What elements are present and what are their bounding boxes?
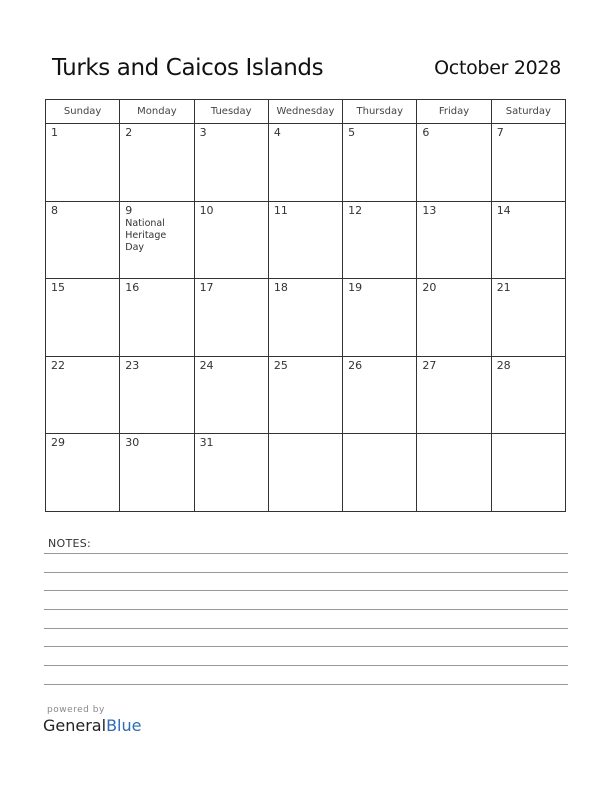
calendar-grid [45, 99, 566, 512]
holiday-label: National Heritage Day [125, 217, 167, 253]
day-number: 1 [51, 126, 58, 139]
day-cell [417, 356, 491, 434]
day-cell [120, 356, 194, 434]
day-cell [268, 124, 342, 202]
day-number: 17 [199, 281, 214, 295]
day-cell [343, 434, 417, 512]
day-number: 22 [51, 358, 65, 372]
day-cell [194, 434, 268, 512]
notes-label: NOTES: [48, 537, 92, 550]
day-number: 31 [199, 436, 214, 450]
day-number: 19 [348, 281, 363, 295]
day-cell [491, 201, 565, 279]
day-cell [417, 124, 491, 202]
week-row [46, 434, 566, 512]
day-number: 11 [273, 203, 288, 217]
day-cell [491, 434, 565, 512]
day-cell [268, 356, 342, 434]
day-number: 23 [125, 358, 140, 372]
day-cell [120, 124, 194, 202]
day-cell [46, 434, 120, 512]
weekday-header: Tuesday [194, 100, 268, 124]
powered-by-text: powered by [47, 705, 105, 715]
day-cell [194, 356, 268, 434]
day-number: 3 [199, 126, 207, 139]
day-cell [46, 279, 120, 357]
day-cell [46, 356, 120, 434]
day-number: 8 [51, 203, 58, 217]
day-cell [46, 201, 120, 279]
day-number: 14 [496, 203, 511, 217]
note-line [44, 572, 568, 573]
weekday-header: Monday [120, 100, 194, 124]
day-cell [491, 124, 565, 202]
day-number: 25 [273, 358, 288, 372]
day-number: 7 [496, 126, 504, 139]
day-cell [343, 279, 417, 357]
day-cell [120, 434, 194, 512]
day-number: 15 [51, 281, 65, 295]
day-number: 9 [125, 203, 133, 217]
day-cell [417, 434, 491, 512]
day-cell [120, 279, 194, 357]
note-line [44, 684, 568, 685]
day-number: 5 [348, 126, 356, 139]
day-number: 27 [422, 358, 437, 372]
day-cell [491, 356, 565, 434]
day-number: 16 [125, 281, 140, 295]
day-number: 28 [496, 358, 511, 372]
day-number: 13 [422, 203, 437, 217]
week-row [46, 356, 566, 434]
country-title: Turks and Caicos Islands [52, 55, 324, 81]
day-cell [268, 201, 342, 279]
note-line [44, 609, 568, 610]
day-cell [343, 124, 417, 202]
note-line [44, 646, 568, 647]
day-cell [194, 124, 268, 202]
day-number [492, 434, 565, 437]
day-number [343, 434, 416, 437]
day-number: 29 [51, 436, 65, 450]
day-number: 2 [125, 126, 133, 139]
day-number: 18 [273, 281, 288, 295]
day-number: 6 [422, 126, 430, 139]
note-line [44, 553, 568, 554]
week-row [46, 279, 566, 357]
day-cell [268, 434, 342, 512]
weekday-header: Saturday [491, 100, 565, 124]
day-cell [417, 279, 491, 357]
day-number [417, 434, 490, 437]
note-line [44, 590, 568, 591]
brand-part-general: General [43, 716, 107, 735]
day-number: 4 [273, 126, 281, 139]
week-row [46, 124, 566, 202]
day-cell [343, 356, 417, 434]
day-number: 20 [422, 281, 437, 295]
day-number: 21 [496, 281, 511, 295]
note-line [44, 628, 568, 629]
day-cell [46, 124, 120, 202]
weekday-header: Friday [417, 100, 491, 124]
day-number: 12 [348, 203, 363, 217]
day-cell [194, 279, 268, 357]
week-row [46, 201, 566, 279]
brand-part-blue: Blue [106, 716, 142, 735]
weekday-header: Sunday [46, 100, 120, 124]
day-cell [343, 201, 417, 279]
generalblue-logo [43, 716, 141, 735]
weekday-header-row [46, 100, 566, 124]
day-cell [120, 201, 194, 279]
day-number: 26 [348, 358, 363, 372]
day-cell [268, 279, 342, 357]
month-year-title: October 2028 [434, 57, 561, 79]
day-number: 24 [199, 358, 214, 372]
day-number [269, 434, 342, 437]
weekday-header: Thursday [343, 100, 417, 124]
day-number: 30 [125, 436, 140, 450]
day-cell [194, 201, 268, 279]
day-number: 10 [199, 203, 214, 217]
day-cell [417, 201, 491, 279]
weekday-header: Wednesday [268, 100, 342, 124]
day-cell [491, 279, 565, 357]
note-line [44, 665, 568, 666]
